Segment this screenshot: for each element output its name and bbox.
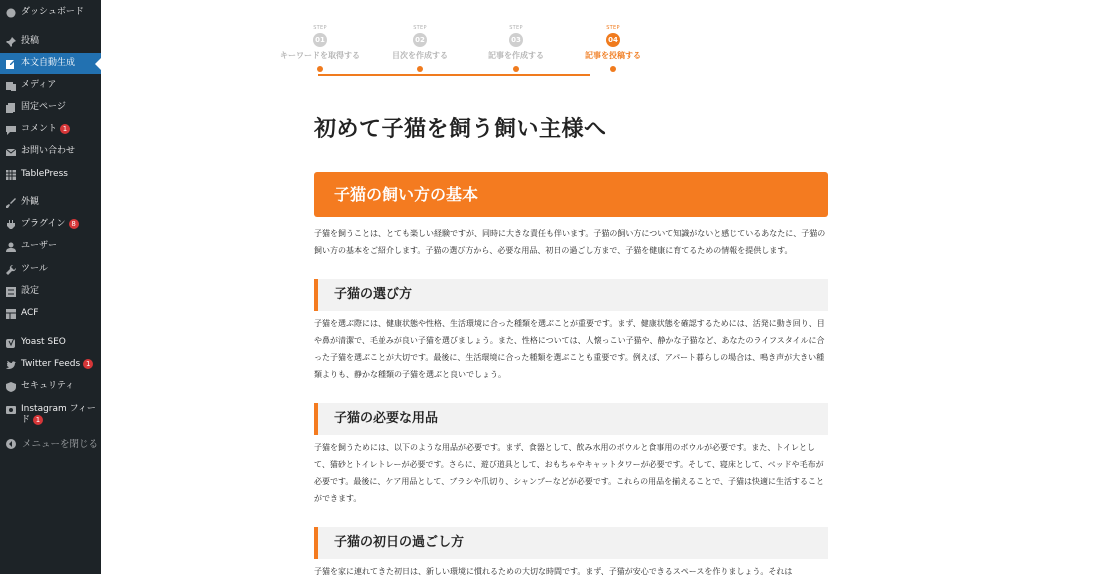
sidebar-item-yoast[interactable] [0, 337, 101, 348]
twitter-feeds-badge: 1 [83, 359, 93, 369]
edit-icon [5, 58, 17, 69]
sidebar-item-pages[interactable] [0, 102, 101, 113]
sidebar-item-contact[interactable] [0, 146, 101, 157]
step-title: キーワードを取得する [280, 51, 360, 60]
sidebar-item-auto-generate[interactable] [0, 53, 101, 74]
sidebar-item-label: お問い合わせ [21, 146, 76, 156]
sidebar-item-label: 設定 [21, 286, 40, 296]
page-icon [5, 102, 17, 113]
brush-icon [5, 197, 17, 208]
subsection-paragraph: 子猫を家に連れてきた初日は、新しい環境に慣れるための大切な時間です。まず、子猫が安心できるスペースを作りましょう。それは [314, 567, 793, 576]
mail-icon [5, 146, 17, 157]
wrench-icon [5, 264, 17, 275]
sidebar-item-twitter-feeds[interactable] [0, 359, 101, 370]
step-label: STEP [313, 25, 327, 31]
collapse-icon [5, 438, 17, 449]
instagram-badge: 1 [33, 415, 43, 425]
sidebar-item-plugins[interactable] [0, 219, 101, 230]
sidebar-item-label: 本文自動生成 [21, 58, 76, 68]
sidebar-item-acf[interactable] [0, 308, 101, 319]
step-4[interactable] [563, 25, 663, 72]
sidebar-item-settings[interactable] [0, 286, 101, 297]
subsection-heading: 子猫の選び方 [314, 279, 828, 311]
sidebar-item-tablepress[interactable] [0, 169, 101, 180]
intro-paragraph: 子猫を飼うことは、とても楽しい経験ですが、同時に大きな責任も伴います。子猫の飼い方について知識がないと感じているあなたに、子猫の飼い方の基本をご紹介します。子猫の選び方から、必要な用品、初日の過ごし方まで、子猫を健康に育てるための情報を提供します。 [314, 229, 826, 255]
sidebar-item-label: 外観 [21, 197, 40, 207]
sidebar-item-users[interactable] [0, 241, 101, 252]
step-number: 02 [413, 33, 427, 47]
dashboard-icon [5, 7, 17, 18]
sidebar-item-label: プラグイン [21, 219, 66, 229]
step-label: STEP [606, 25, 620, 31]
sidebar-item-label: 固定ページ [21, 102, 66, 112]
sidebar-item-tools[interactable] [0, 264, 101, 275]
step-title: 記事を作成する [488, 51, 544, 60]
step-3[interactable] [466, 25, 566, 72]
step-1[interactable] [270, 25, 370, 72]
step-dot [513, 66, 519, 72]
sidebar-item-label: ACF [21, 308, 39, 318]
step-dot [610, 66, 616, 72]
step-progress [270, 25, 650, 85]
sidebar-item-media[interactable] [0, 80, 101, 91]
sidebar-item-label: Yoast SEO [21, 337, 66, 347]
settings-icon [5, 286, 17, 297]
yoast-icon [5, 337, 17, 348]
instagram-icon [5, 404, 17, 415]
step-title: 目次を作成する [392, 51, 448, 60]
sidebar-item-security[interactable] [0, 381, 101, 392]
subsection-paragraph: 子猫を飼うためには、以下のような用品が必要です。まず、食器として、飲み水用のボウルと食事用のボウルが必要です。また、トイレとして、猫砂とトイレトレーが必要です。さらに、遊び道具として、おもちゃやキャットタワーが必要です。そして、寝床として、ベッドや毛布が必要です。最後に、ケア用品として、ブラシや爪切り、シャンプーなどが必要です。これらの用品を揃えることで、子猫は快適に生活することができます。 [314, 443, 824, 503]
sidebar-item-instagram[interactable] [0, 404, 101, 426]
sidebar-item-label: Instagram フィード [21, 404, 96, 425]
sidebar-item-comments[interactable] [0, 124, 101, 135]
step-title: 記事を投稿する [585, 51, 641, 60]
step-number: 04 [606, 33, 620, 47]
section-heading: 子猫の飼い方の基本 [314, 172, 828, 217]
step-number: 03 [509, 33, 523, 47]
plugin-icon [5, 219, 17, 230]
twitter-icon [5, 359, 17, 370]
user-icon [5, 241, 17, 252]
admin-sidebar [0, 0, 101, 574]
comment-icon [5, 124, 17, 135]
sidebar-item-label: TablePress [21, 169, 68, 179]
shield-icon [5, 381, 17, 392]
collapse-menu-button[interactable] [0, 438, 101, 452]
media-icon [5, 80, 17, 91]
step-label: STEP [413, 25, 427, 31]
subsection-heading: 子猫の必要な用品 [314, 403, 828, 435]
step-dot [317, 66, 323, 72]
sidebar-item-label: Twitter Feeds [21, 359, 81, 369]
sidebar-item-label: 投稿 [21, 36, 40, 46]
pin-icon [5, 36, 17, 47]
sidebar-item-label: コメント [21, 124, 58, 134]
sidebar-item-appearance[interactable] [0, 197, 101, 208]
article-title: 初めて子猫を飼う飼い主様へ [314, 117, 607, 142]
step-2[interactable] [370, 25, 470, 72]
sidebar-item-label: メディア [21, 80, 57, 90]
sidebar-item-posts[interactable] [0, 36, 101, 47]
subsection-paragraph: 子猫を選ぶ際には、健康状態や性格、生活環境に合った種類を選ぶことが重要です。まず、健康状態を確認するためには、活発に動き回り、目や鼻が清潔で、毛並みが良い子猫を選びましょう。また、性格については、人懐っこい子猫や、静かな子猫など、あなたのライフスタイルに合った子猫を選ぶことが大切です。最後に、生活環境に合った種類を選ぶことも重要です。例えば、アパート暮らしの場合は、鳴き声が大きい種類よりも、静かな種類の子猫を選ぶと良いでしょう。 [314, 319, 825, 379]
sidebar-item-label: セキュリティ [21, 381, 75, 391]
step-dot [417, 66, 423, 72]
sidebar-item-label: ツール [21, 264, 48, 274]
sidebar-item-label: ユーザー [21, 241, 58, 251]
sidebar-item-label: ダッシュボード [21, 7, 84, 17]
sidebar-item-dashboard[interactable] [0, 7, 101, 18]
step-progress-line [318, 74, 590, 76]
table-icon [5, 169, 17, 180]
plugin-update-badge: 8 [69, 219, 79, 229]
sidebar-item-label: メニューを閉じる [21, 439, 98, 450]
subsection-heading: 子猫の初日の過ごし方 [314, 527, 828, 559]
article-preview [314, 110, 828, 588]
step-label: STEP [509, 25, 523, 31]
step-number: 01 [313, 33, 327, 47]
acf-icon [5, 308, 17, 319]
comment-count-badge: 1 [60, 124, 70, 134]
